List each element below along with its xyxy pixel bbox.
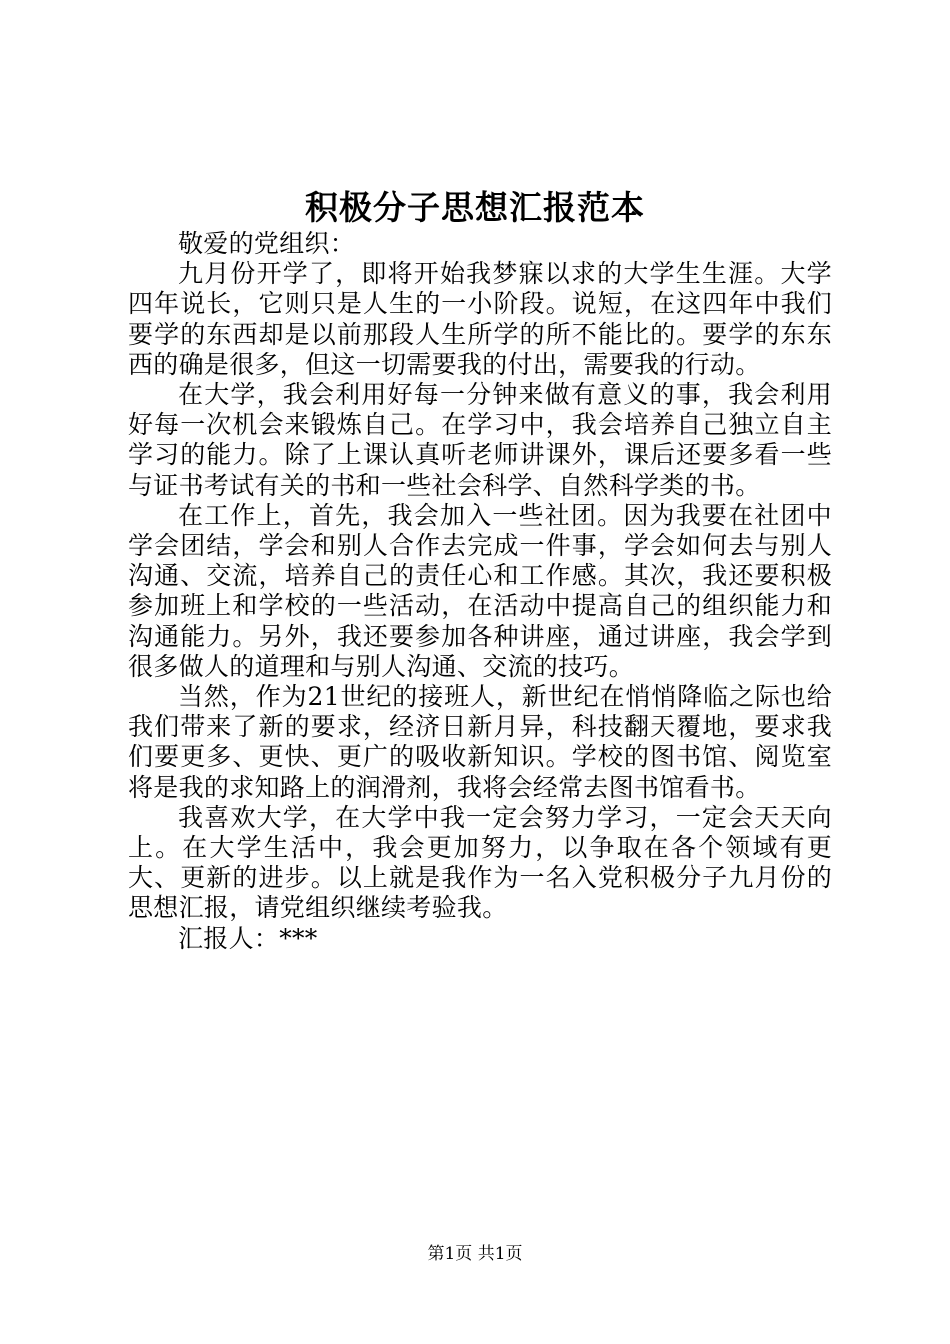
paragraph: 我喜欢大学，在大学中我一定会努力学习，一定会天天向上。在大学生活中，我会更加努力，以争取在各个领域有更大、更新的进步。以上就是我作为一名入党积极分子九月份的思想汇报，请党组织继续考验我。 bbox=[128, 802, 832, 923]
paragraph: 在工作上，首先，我会加入一些社团。因为我要在社团中学会团结，学会和别人合作去完成一件事，学会如何去与别人沟通、交流，培养自己的责任心和工作感。其次，我还要积极参加班上和学校的一些活动，在活动中提高自己的组织能力和沟通能力。另外，我还要参加各种讲座，通过讲座，我会学到很多做人的道理和与别人沟通、交流的技巧。 bbox=[128, 500, 832, 681]
document-title: 积极分子思想汇报范本 bbox=[305, 188, 645, 227]
paragraph: 当然，作为21世纪的接班人，新世纪在悄悄降临之际也给我们带来了新的要求，经济日新月异，科技翻天覆地，要求我们要更多、更快、更广的吸收新知识。学校的图书馆、阅览室将是我的求知路上的润滑剂，我将会经常去图书馆看书。 bbox=[128, 682, 832, 802]
paragraph: 九月份开学了，即将开始我梦寐以求的大学生生涯。大学四年说长，它则只是人生的一小阶段。说短，在这四年中我们要学的东西却是以前那段人生所学的所不能比的。要学的东东西的确是很多，但这一切需要我的付出，需要我的行动。 bbox=[128, 259, 832, 379]
paragraph: 在大学，我会利用好每一分钟来做有意义的事，我会利用好每一次机会来锻炼自己。在学习中，我会培养自己独立自主学习的能力。除了上课认真听老师讲课外，课后还要多看一些与证书考试有关的书和一些社会科学、自然科学类的书。 bbox=[128, 380, 832, 500]
page-footer: 第1页 共1页 bbox=[427, 1244, 523, 1264]
document-body bbox=[128, 229, 832, 954]
signature: 汇报人：*** bbox=[178, 923, 318, 953]
salutation: 敬爱的党组织： bbox=[178, 229, 356, 258]
